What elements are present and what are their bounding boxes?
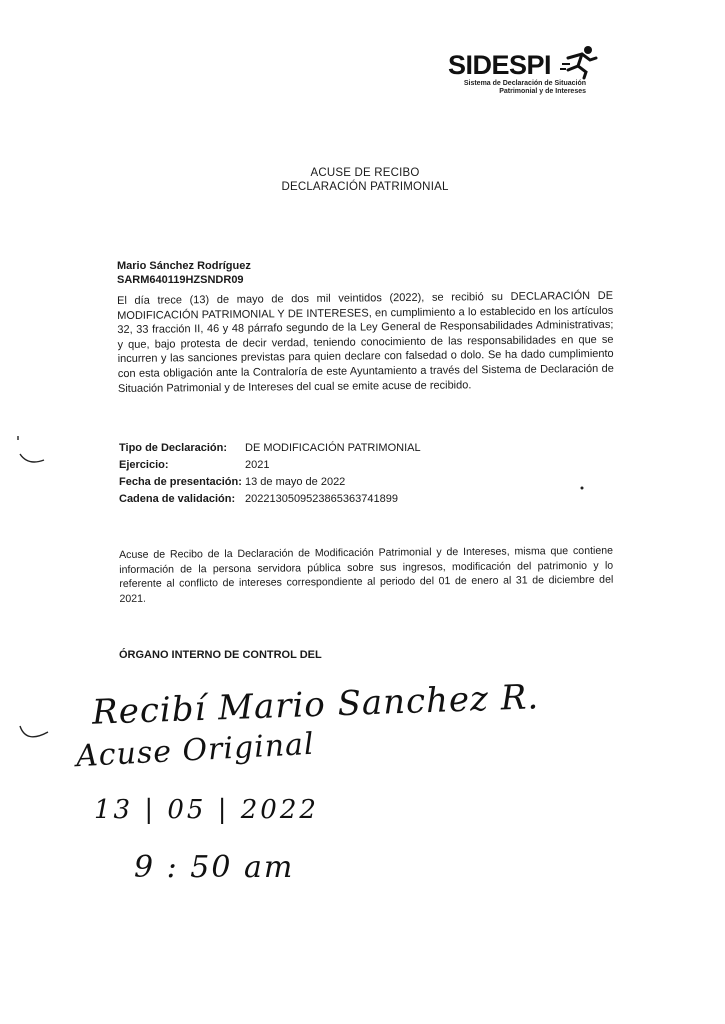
pen-tick-mark: [18, 720, 52, 750]
pen-tick-mark: [14, 430, 48, 470]
detail-value: 2021: [245, 459, 270, 471]
detail-label: Ejercicio:: [119, 459, 169, 471]
body-paragraph: El día trece (13) de mayo de dos mil veintidos (2022), se recibió su DECLARACIÓN DE MODIFICACIÓN PATRIMONIAL Y DE INTERESES, en cumplimiento a lo establecido en los artículos 32, 33 fracción II, 46 y 48 párrafo segundo de la Ley General de Responsabilidades Administrativas; y que, bajo protesta de decir verdad, teniendo conocimiento de las responsabilidades en que se incurren y las sanciones previstas para quien declare con falsedad o dolo. Se ha dado cumplimiento con esta obligación ante la Contraloría de este Ayuntamiento a través del Sistema de Declaración de Situación Patrimonial y de Intereses del cual se emite acuse de recibido.: [117, 289, 614, 395]
logo-subtitle-line1: Sistema de Declaración de Situación: [463, 80, 586, 87]
detail-value: 2022130509523865363741899: [245, 493, 398, 505]
sidespi-logo: [448, 42, 608, 102]
detail-label: Tipo de Declaración:: [119, 442, 227, 454]
speck-mark: [578, 484, 586, 492]
logo-subtitle-line2: Patrimonial y de Intereses: [499, 88, 586, 95]
detail-value: DE MODIFICACIÓN PATRIMONIAL: [245, 442, 421, 454]
handwritten-original-line: Acuse Original: [75, 726, 316, 775]
document-title: ACUSE DE RECIBO: [310, 167, 420, 179]
recipient-rfc: SARM640119HZSNDR09: [117, 274, 244, 286]
handwritten-time: 9 : 50 am: [134, 850, 295, 885]
organ-heading: ÓRGANO INTERNO DE CONTROL DEL: [119, 649, 322, 661]
detail-value: 13 de mayo de 2022: [245, 476, 346, 488]
logo-subtitle: [452, 80, 586, 96]
detail-label: Cadena de validación:: [119, 493, 236, 505]
detail-label: Fecha de presentación:: [119, 476, 242, 488]
handwritten-date: 13 | 05 | 2022: [94, 795, 319, 825]
logo-text: SIDESPI: [448, 50, 552, 80]
handwritten-receipt-line: Recibí Mario Sanchez R.: [91, 677, 540, 733]
document-subtitle: DECLARACIÓN PATRIMONIAL: [281, 181, 449, 193]
recipient-name: Mario Sánchez Rodríguez: [117, 260, 251, 272]
footer-paragraph: Acuse de Recibo de la Declaración de Modificación Patrimonial y de Intereses, misma que contiene información de la persona servidora pública sobre sus ingresos, modificación del patrimonio y lo referente al conflicto de intereses correspondiente al periodo del 01 de enero al 31 de diciembre del 2021.: [119, 544, 614, 605]
runner-icon: [560, 44, 600, 80]
